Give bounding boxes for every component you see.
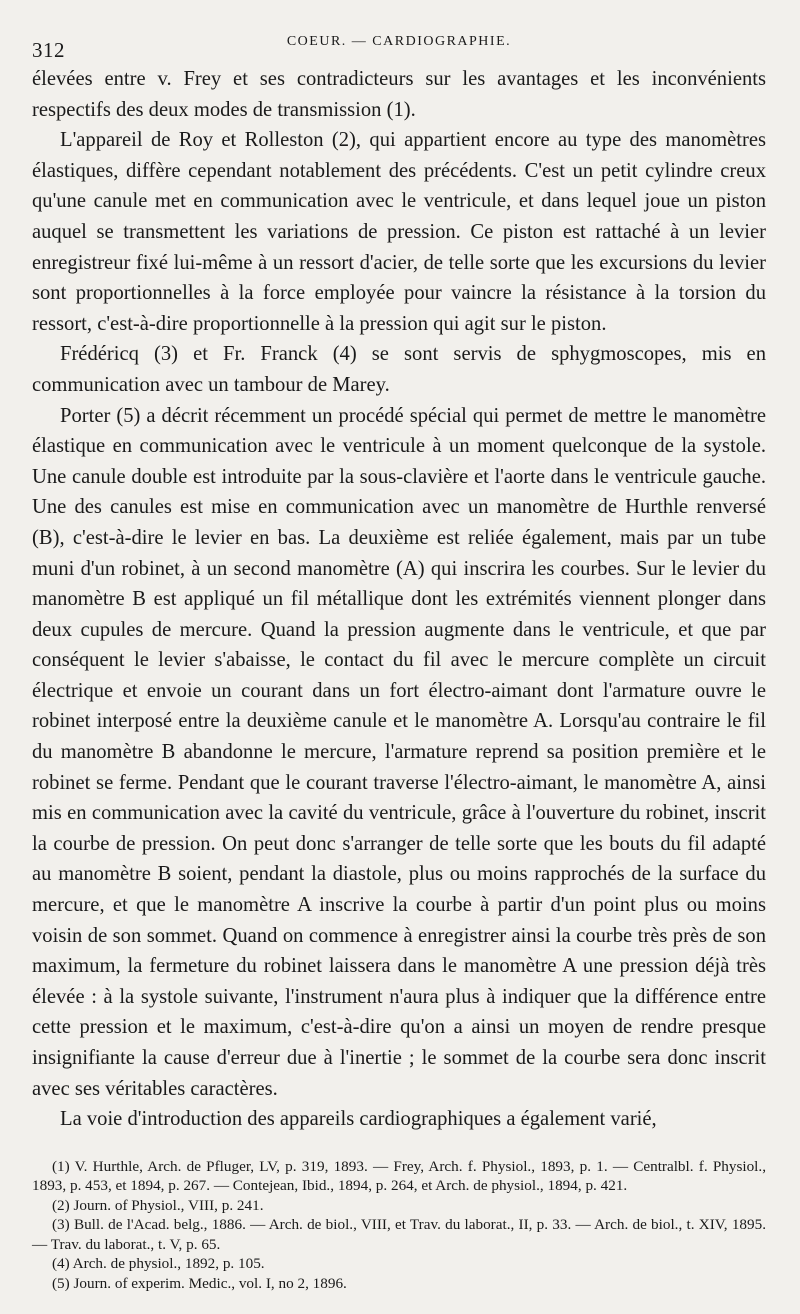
running-head: COEUR. — CARDIOGRAPHIE. xyxy=(286,34,512,49)
page-number: 312 xyxy=(32,38,65,62)
paragraph: La voie d'introduction des appareils cardiographiques a également varié, xyxy=(60,1108,657,1131)
footnote: (2) Journ. of Physiol., VIII, p. 241. xyxy=(52,1196,264,1214)
paragraph: L'appareil de Roy et Rolleston (2), qui appartient encore au type des manomètres élastiques, diffère cependant notablement des précédents. C'est un petit cylindre creux qu'une canule met en communication avec le ventricule, et dans lequel joue un piston auquel se transmettent les variations de pression. Ce piston est rattaché à un levier enregistreur fixé lui-même à un ressort d'acier, de telle sorte que les excursions du levier sont proportionnelles à la force employée pour vaincre la résistance à la torsion du ressort, c'est-à-dire proportionnelle à la pression qui agit sur le piston. xyxy=(32,129,766,335)
footnote: (4) Arch. de physiol., 1892, p. 105. xyxy=(52,1255,265,1273)
footnote: (5) Journ. of experim. Medic., vol. I, no 2, 1896. xyxy=(52,1274,347,1292)
paragraph: élevées entre v. Frey et ses contradicteurs sur les avantages et les inconvénients respectifs des deux modes de transmission (1). xyxy=(32,68,766,121)
footnote: (1) V. Hurthle, Arch. de Pfluger, LV, p. 319, 1893. — Frey, Arch. f. Physiol., 1893, p. 1. — Centralbl. f. Physiol., 1893, p. 453, et 1894, p. 267. — Contejean, Ibid., 1894, p. 264, et Arch. de physiol., 1894, p. 421. xyxy=(32,1157,766,1195)
body-text xyxy=(32,64,766,1135)
paragraph: Porter (5) a décrit récemment un procédé spécial qui permet de mettre le manomètre élastique en communication avec le ventricule à un moment quelconque de la systole. Une canule double est introduite par la sous-clavière et l'aorte dans le ventricule gauche. Une des canules est mise en communication avec un manomètre de Hurthle renversé (B), c'est-à-dire le levier en bas. La deuxième est reliée également, mais par un tube muni d'un robinet, à un second manomètre (A) qui inscrira les courbes. Sur le levier du manomètre B est appliqué un fil métallique dont les extrémités viennent plonger dans deux cupules de mercure. Quand la pression augmente dans le ventricule, et que par conséquent le levier s'abaisse, le contact du fil avec le mercure complète un circuit électrique et envoie un courant dans un fort électro-aimant dont l'armature ouvre le robinet interposé entre la deuxième canule et le manomètre A. Lorsqu'au contraire le fil du manomètre B abandonne le mercure, l'armature reprend sa position première et le robinet se ferme. Pendant que le courant traverse l'électro-aimant, le manomètre A, ainsi mis en communication avec la cavité du ventricule, grâce à l'ouverture du robinet, inscrit la courbe de pression. On peut donc s'arranger de telle sorte que les bouts du fil adapté au manomètre B soient, pendant la diastole, plus ou moins rapprochés de la surface du mercure, et que le manomètre A inscrive la courbe à partir d'un point plus ou moins voisin de son sommet. Quand on commence à enregistrer ainsi la courbe très près de son maximum, la fermeture du robinet laissera dans le manomètre A une pression déjà très élevée : à la systole suivante, l'instrument n'aura plus à indiquer que la différence entre cette pression et le maximum, c'est-à-dire qu'on a ainsi un moyen de rendre presque insignifiante la cause d'erreur due à l'inertie ; le sommet de la courbe sera donc inscrit avec ses véritables caractères. xyxy=(32,404,766,1100)
page-header xyxy=(32,26,766,60)
footnote: (3) Bull. de l'Acad. belg., 1886. — Arch. de biol., VIII, et Trav. du laborat., II, p. 33. — Arch. de biol., t. XIV, 1895. — Trav. du laborat., t. V, p. 65. xyxy=(32,1216,766,1253)
footnotes xyxy=(32,1157,766,1294)
paragraph: Frédéricq (3) et Fr. Franck (4) se sont servis de sphygmoscopes, mis en communication avec un tambour de Marey. xyxy=(32,343,766,396)
